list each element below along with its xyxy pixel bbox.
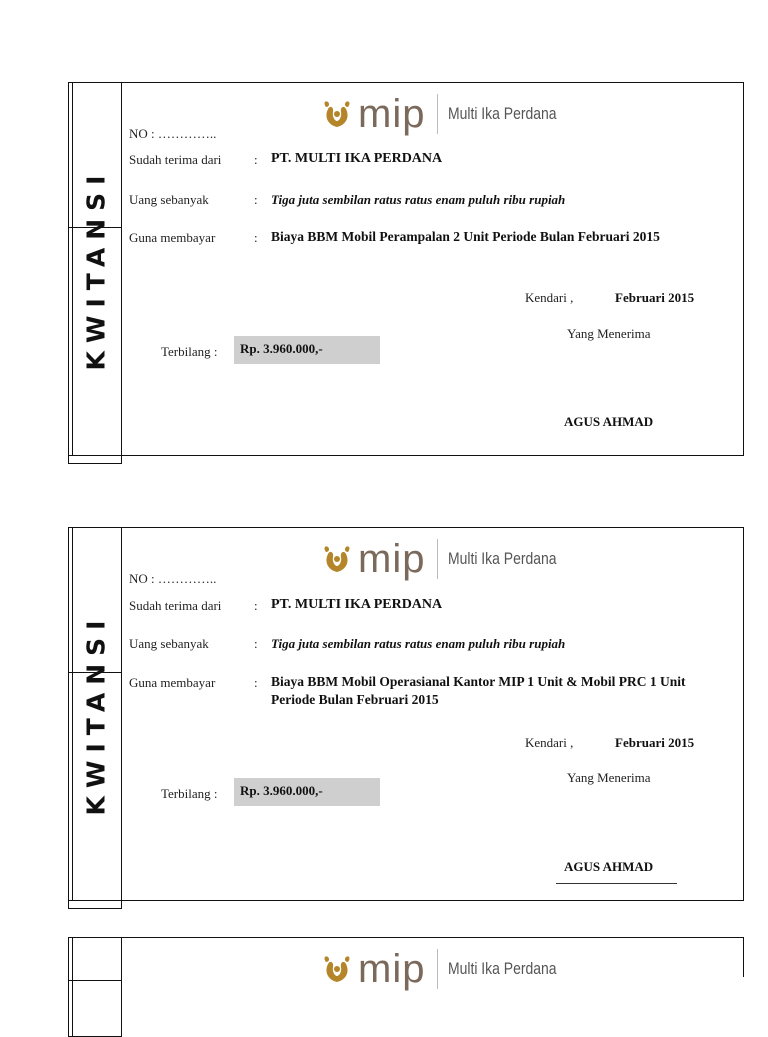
place: Kendari , [525, 735, 574, 750]
receipt-3 [68, 937, 744, 1024]
purpose-value-line-2: Periode Bulan Februari 2015 [271, 692, 439, 707]
amount-box [234, 778, 380, 806]
receipt-side-panel [68, 527, 122, 901]
received-from-value: PT. MULTI IKA PERDANA [271, 597, 443, 612]
mip-flower-icon [320, 954, 354, 984]
logo-text: mip [358, 947, 426, 991]
mip-flower-icon [320, 544, 354, 574]
received-from-label: Sudah terima dari [129, 598, 222, 613]
amount-words-value: Tiga juta sembilan ratus ratus enam puluh ribu rupiah [271, 636, 566, 651]
company-name: Multi Ika Perdana [448, 104, 557, 123]
receipt-number: NO : ………….. [129, 126, 217, 141]
place: Kendari , [525, 290, 574, 305]
terbilang-label: Terbilang : [161, 344, 218, 359]
side-label: KWITANSI [81, 612, 111, 816]
receipt-side-panel [68, 937, 122, 1037]
logo-text: mip [358, 92, 426, 136]
amount-words-label: Uang sebanyak [129, 192, 209, 207]
receipt-1: KWITANSI mip Multi Ika Perdana NO : ………….. Sudah terima dari : PT. MULTI IKA PERDANA Uang sebanyak : Tiga juta sembilan ratus ratus enam puluh ribu rupiah Guna membayar : Biaya BBM Mobil Perampalan 2 Unit Periode Bulan Februari 2015 Kendari , Februari 2015 Yang Menerima Terbilang : Rp. 3.960.000,- AGUS AHMAD [68, 82, 744, 456]
purpose-value-line-1: Biaya BBM Mobil Operasianal Kantor MIP 1 Unit & Mobil PRC 1 Unit [271, 674, 686, 689]
amount-box [234, 336, 380, 364]
receiver-name: AGUS AHMAD [564, 414, 654, 429]
date: Februari 2015 [615, 735, 695, 750]
receipt-side-panel [68, 82, 122, 456]
received-from-value: PT. MULTI IKA PERDANA [271, 151, 443, 166]
purpose-label: Guna membayar [129, 675, 216, 690]
company-name: Multi Ika Perdana [448, 959, 557, 978]
side-label: KWITANSI [81, 167, 111, 371]
received-from-label: Sudah terima dari [129, 152, 222, 167]
amount-words-label: Uang sebanyak [129, 636, 209, 651]
date: Februari 2015 [615, 290, 695, 305]
amount-value: Rp. 3.960.000,- [240, 783, 323, 798]
company-name: Multi Ika Perdana [448, 549, 557, 568]
amount-words-value: Tiga juta sembilan ratus ratus enam puluh ribu rupiah [271, 192, 566, 207]
logo-text: mip [358, 537, 426, 581]
receipt-number: NO : ………….. [129, 571, 217, 586]
receiver-label: Yang Menerima [567, 770, 651, 785]
company-logo [320, 539, 581, 579]
company-logo [320, 949, 581, 989]
receiver-label: Yang Menerima [567, 326, 651, 341]
receiver-name: AGUS AHMAD [564, 859, 654, 874]
purpose-value: Biaya BBM Mobil Perampalan 2 Unit Periode Bulan Februari 2015 [271, 229, 660, 244]
signature-line [556, 883, 677, 884]
mip-flower-icon [320, 99, 354, 129]
purpose-label: Guna membayar [129, 230, 216, 245]
company-logo [320, 94, 581, 134]
amount-value: Rp. 3.960.000,- [240, 341, 323, 356]
terbilang-label: Terbilang : [161, 786, 218, 801]
receipt-2: KWITANSI mip Multi Ika Perdana NO : ………….. Sudah terima dari : PT. MULTI IKA PERDANA Uang sebanyak : Tiga juta sembilan ratus ratus enam puluh ribu rupiah Guna membayar : Biaya BBM Mobil Operasianal Kantor MIP 1 Unit & Mobil PRC 1 Unit Periode Bulan Februari 2015 Kendari , Februari 2015 Yang Menerima Terbilang : Rp. 3.960.000,- AGUS AHMAD [68, 527, 744, 901]
